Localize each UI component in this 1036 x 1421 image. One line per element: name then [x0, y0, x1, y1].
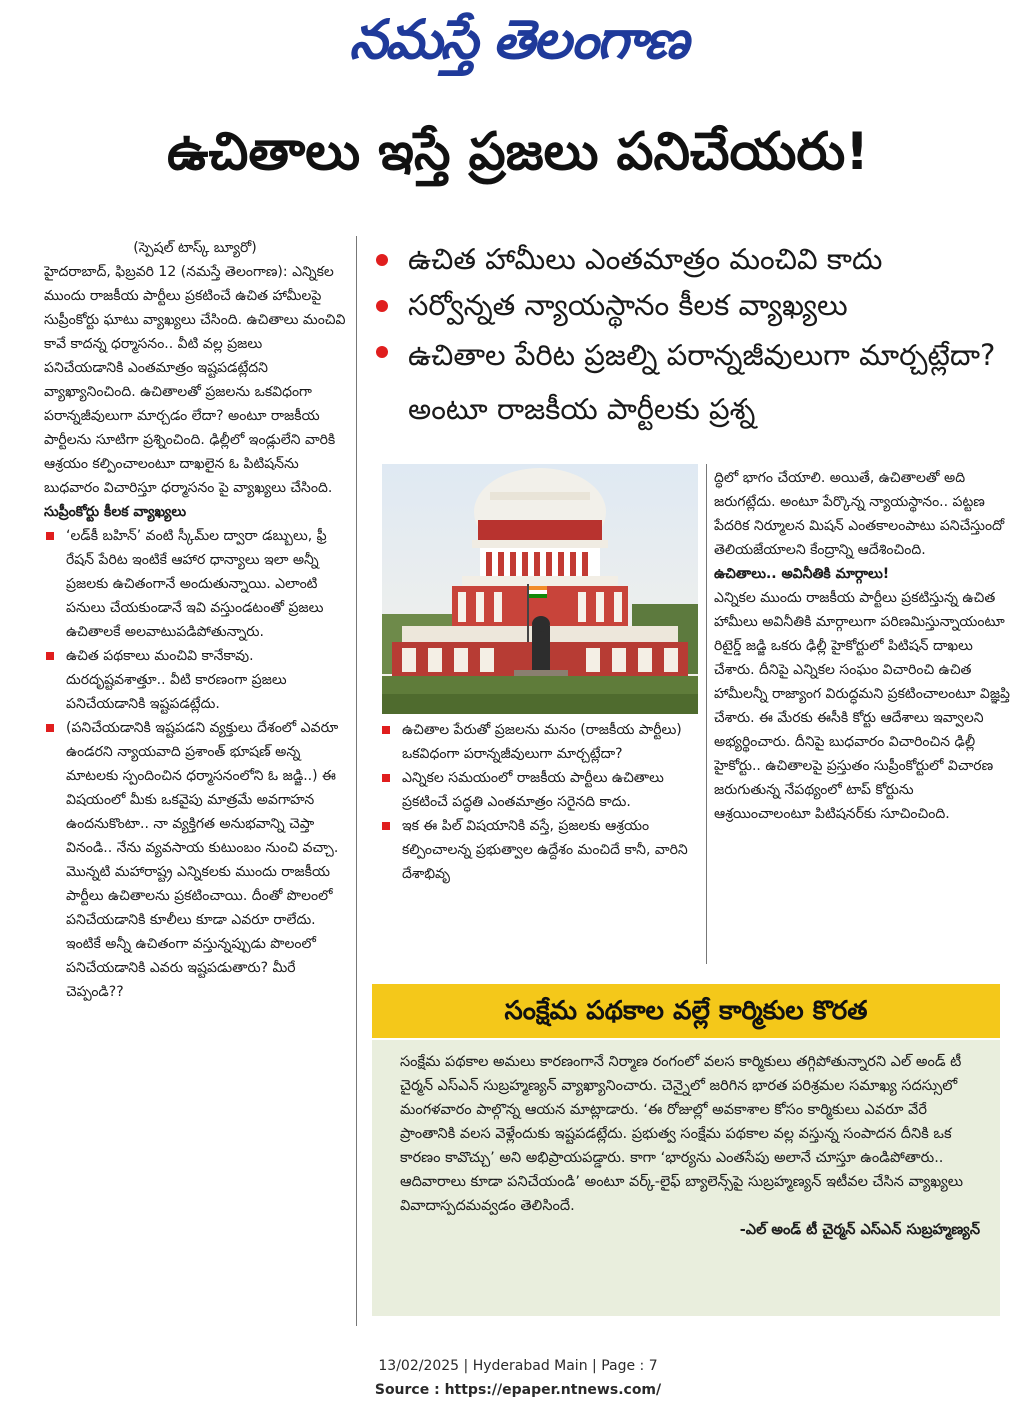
section-subhead: ఉచితాలు.. అవినీతికి మార్గాలు! [714, 566, 890, 582]
supreme-court-photo [382, 464, 698, 714]
bullet-dot-icon [376, 346, 388, 358]
middle-column [380, 718, 698, 968]
highlights [370, 236, 1010, 436]
column-divider [706, 464, 707, 964]
list-item: ‘లడ్‌కీ బహిన్’ వంటి స్కీమ్‌ల ద్వారా డబ్బులు, ఫ్రీ రేషన్ పేరిట ఇంటికే ఆహార ధాన్యాలు ఇలా అన్నీ ప్రజలకు ఉచితంగానే అందుతున్నాయి. ఎలాంటి పనులు చేయకుండానే ఇవి వస్తుండటంతో ప్రజలు ఉచితాలకే అలవాటుపడిపోతున్నారు. [44, 524, 346, 644]
footer-source: Source : https://epaper.ntnews.com/ [374, 1382, 662, 1398]
highlight-item [370, 282, 1010, 328]
highlight-item [370, 328, 1010, 436]
byline: (స్పెషల్ టాస్క్ బ్యూరో) [133, 240, 257, 256]
section-subhead: సుప్రీంకోర్టు కీలక వ్యాఖ్యలు [44, 504, 187, 520]
continuation-paragraph: ద్ధిలో భాగం చేయాలి. అయితే, ఉచితాలతో అది జరుగట్లేదు. అంటూ పేర్కొన్న న్యాయస్థానం.. పట్టణ పేదరిక నిర్మూలన మిషన్ ఎంతకాలంపాటు పనిచేస్తుందో తెలియజేయాలని కేంద్రాన్ని ఆదేశించింది. [714, 470, 1005, 558]
highlight-item [370, 236, 1010, 282]
list-item: ఎన్నికల సమయంలో రాజకీయ పార్టీలు ఉచితాలు ప్రకటించే పద్ధతి ఎంతమాత్రం సరైనది కాదు. [380, 766, 698, 814]
list-item: (పనిచేయడానికి ఇష్టపడని వ్యక్తులు దేశంలో ఎవరూ ఉండరని న్యాయవాది ప్రశాంత్ భూషణ్ అన్న మాటలకు స్పందించిన ధర్మాసనంలోని ఓ జడ్జి..) ఈ విషయంలో మీకు ఒకవైపు మాత్రమే అవగాహన ఉందనుకొంటా.. నా వ్యక్తిగత అనుభవాన్ని చెప్తా వినండి.. నేను వ్యవసాయ కుటుంబం నుంచి వచ్చా. మొన్నటి మహారాష్ట్ర ఎన్నికలకు ముందు రాజకీయ పార్టీలు ఉచితాలను ప్రకటించాయి. దీంతో పొలంలో పనిచేయడానికి కూలీలు కూడా ఎవరూ రాలేదు. ఇంటికే అన్నీ ఉచితంగా వస్తున్నప్పుడు పొలంలో పనిచేయడానికి ఎవరు ఇష్టపడుతారు? మీరే చెప్పండి?? [44, 716, 346, 1004]
bullet-dot-icon [376, 300, 388, 312]
box-text [400, 1050, 980, 1242]
masthead-logo: నమస్తే తెలంగాణ [349, 8, 687, 71]
highlight-text: సర్వోన్నత న్యాయస్థానం కీలక వ్యాఖ్యలు [408, 288, 848, 322]
left-column [44, 236, 346, 1326]
body-paragraph: ఎన్నికల ముందు రాజకీయ పార్టీలు ప్రకటిస్తున్న ఉచిత హామీలు అవినీతికి మార్గాలుగా పరిణమిస్తున్నాయంటూ రిటైర్డ్ జడ్జి ఒకరు ఢిల్లీ హైకోర్టులో పిటిషన్ దాఖలు చేశారు. దీనిపై ఎన్నికల సంఘం విచారించి ఉచిత హామీలన్నీ రాజ్యాంగ విరుద్ధమని ప్రకటించాలంటూ విజ్ఞప్తి చేశారు. ఈ మేరకు ఈసీకి కోర్టు ఆదేశాలు ఇవ్వాలని అభ్యర్థించారు. దీనిపై బుధవారం విచారించిన ఢిల్లీ హైకోర్టు.. ఉచితాలపై ప్రస్తుతం సుప్రీంకోర్టులో విచారణ జరుగుతున్న నేపథ్యంలో టాప్ కోర్టును ఆశ్రయించాలంటూ పిటిషనర్‌కు సూచించింది. [714, 590, 1010, 822]
list-item: ఉచితాల పేరుతో ప్రజలను మనం (రాజకీయ పార్టీలు) ఒకవిధంగా పరాన్నజీవులుగా మార్చట్లేదా? [380, 718, 698, 766]
bullet-dot-icon [376, 254, 388, 266]
court-remarks-list [380, 718, 698, 886]
list-item: ఇక ఈ పిల్ విషయానికి వస్తే, ప్రజలకు ఆశ్రయం కల్పించాలన్న ప్రభుత్వాల ఉద్దేశం మంచిదే కానీ, వారిని దేశాభివృ [380, 814, 698, 886]
page-headline: ఉచితాలు ఇస్తే ప్రజలు పనిచేయరు! [167, 122, 869, 182]
footer-date-page: 13/02/2025 | Hyderabad Main | Page : 7 [378, 1358, 658, 1374]
highlight-text: ఉచితాల పేరిట ప్రజల్ని పరాన్నజీవులుగా మార్చట్లేదా? అంటూ రాజకీయ పార్టీలకు ప్రశ్న [408, 338, 996, 426]
key-remarks-list [44, 524, 346, 1004]
right-column [714, 466, 1010, 966]
intro-paragraph: హైదరాబాద్, ఫిబ్రవరి 12 (నమస్తే తెలంగాణ): ఎన్నికల ముందు రాజకీయ పార్టీలు ప్రకటించే ఉచిత హామీలపై సుప్రీంకోర్టు ఘాటు వ్యాఖ్యలు చేసింది. ఉచితాలు మంచివి కావే కాదన్న ధర్మాసనం.. వీటి వల్ల ప్రజలు పనిచేయడానికి ఎంతమాత్రం ఇష్టపడట్లేదని వ్యాఖ్యానించింది. ఉచితాలతో ప్రజలను ఒకవిధంగా పరాన్నజీవులుగా మార్చడం లేదా? అంటూ రాజకీయ పార్టీలను సూటిగా ప్రశ్నించింది. ఢిల్లీలో ఇండ్లులేని వారికి ఆశ్రయం కల్పించాలంటూ దాఖలైన ఓ పిటిషన్‌ను బుధవారం విచారిస్తూ ధర్మాసనం పై వ్యాఖ్యలు చేసింది. [44, 264, 346, 496]
box-title: సంక్షేమ పథకాల వల్లే కార్మికుల కొరత [372, 984, 1000, 1038]
list-item: ఉచిత పథకాలు మంచివి కానేకావు. దురదృష్టవశాత్తూ.. వీటి కారణంగా ప్రజలు పనిచేయడానికి ఇష్టపడట్లేదు. [44, 644, 346, 716]
column-divider [356, 236, 357, 1326]
highlight-text: ఉచిత హామీలు ఎంతమాత్రం మంచివి కాదు [408, 242, 883, 276]
box-attribution: -ఎల్ అండ్ టీ చైర్మన్ ఎస్ఎన్ సుబ్రహ్మణ్యన్ [739, 1222, 980, 1238]
box-paragraph: సంక్షేమ పథకాల అమలు కారణంగానే నిర్మాణ రంగంలో వలస కార్మికులు తగ్గిపోతున్నారని ఎల్ అండ్ టీ చైర్మన్ ఎస్ఎన్ సుబ్రహ్మణ్యన్ వ్యాఖ్యానించారు. చెన్నైలో జరిగిన భారత పరిశ్రమల సమాఖ్య సదస్సులో మంగళవారం పాల్గొన్న ఆయన మాట్లాడారు. ‘ఈ రోజుల్లో అవకాశాల కోసం కార్మికులు ఎవరూ వేరే ప్రాంతానికి వలస వెళ్లేందుకు ఇష్టపడట్లేదు. ప్రభుత్వ సంక్షేమ పథకాల వల్ల వస్తున్న సంపాదన దీనికి ఒక కారణం కావొచ్చు’ అని అభిప్రాయపడ్డారు. కాగా ‘భార్యను ఎంతసేపు అలానే చూస్తూ ఉండిపోతారు.. ఆదివారాలు కూడా పనిచేయండి’ అంటూ వర్క్-లైఫ్ బ్యాలెన్స్‌పై సుబ్రహ్మణ్యన్ ఇటీవల చేసిన వ్యాఖ్యలు వివాదాస్పదమవ్వడం తెలిసిందే. [400, 1054, 964, 1214]
